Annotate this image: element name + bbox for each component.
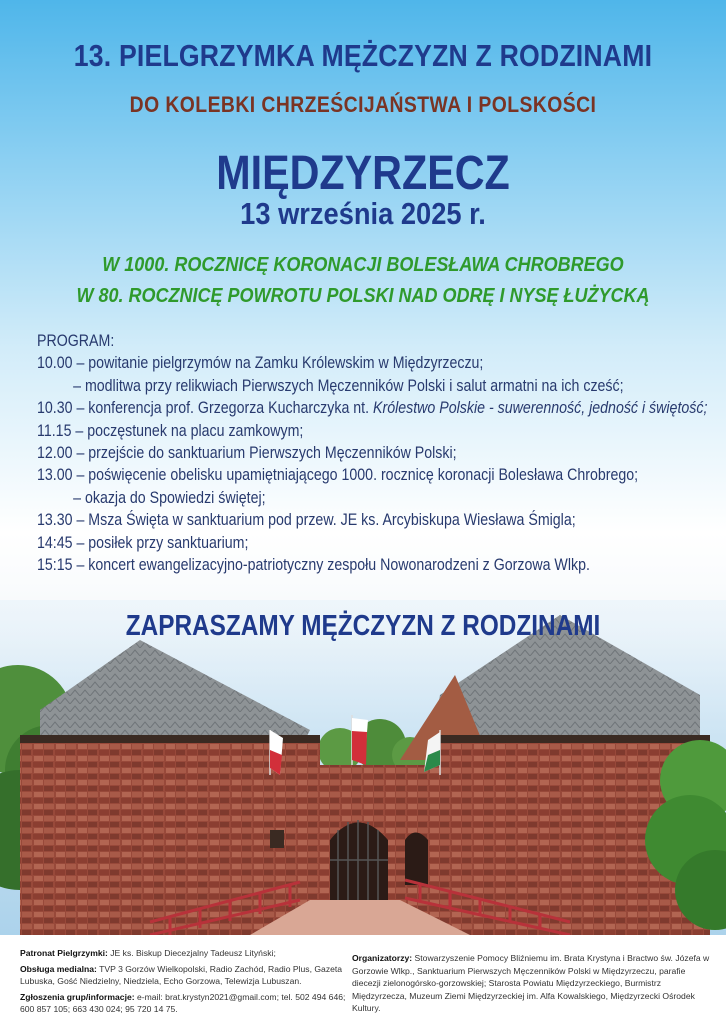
poster-subtitle: DO KOLEBKI CHRZEŚCIJAŃSTWA I POLSKOŚCI	[129, 92, 597, 117]
castle-illustration	[0, 600, 726, 935]
program-item	[37, 487, 630, 509]
lecture-title: Królestwo Polskie - suwerenność, jedność i świętość;	[373, 399, 708, 418]
anniversary-line: W 1000. ROCZNICĘ KORONACJI BOLESŁAWA CHROBREGO	[102, 254, 624, 276]
program-time: 15:15	[37, 556, 73, 575]
program-text: – przejście do sanktuarium Pierwszych Męczenników Polski;	[72, 444, 457, 463]
city-name: MIĘDZYRZECZ	[216, 147, 510, 200]
program-time: 11.15	[37, 421, 72, 440]
media-line: Obsługa medialna: TVP 3 Gorzów Wielkopolski, Radio Zachód, Radio Plus, Gazeta Lubuska, Gość Niedzielny, Niedziela, Echo Gorzowa, Telewizja Lubuszan.	[20, 963, 343, 987]
event-date: 13 września 2025 r.	[240, 196, 486, 231]
footer	[0, 935, 726, 1024]
program-item	[37, 532, 630, 554]
program-text: – konferencja prof. Grzegorza Kucharczyka nt.	[72, 399, 374, 418]
poster-title: 13. PIELGRZYMKA MĘŻCZYZN Z RODZINAMI	[73, 38, 653, 73]
patronat-line: Patronat Pielgrzymki: JE ks. Biskup Diecezjalny Tadeusz Lityński;	[20, 948, 276, 958]
program-item	[37, 375, 630, 397]
castle-window	[405, 833, 428, 886]
program-time: 14:45	[37, 533, 73, 552]
program-text: – powitanie pielgrzymów na Zamku Królewskim w Międzyrzeczu;	[72, 354, 484, 373]
program-time: 10.00	[37, 354, 73, 373]
contact-line: Zgłoszenia grup/informacje: e-mail: brat.krystyn2021@gmail.com; tel. 502 494 646; 600 857 105; 663 430 024; 95 720 14 75.	[20, 991, 346, 1015]
footer-right	[352, 952, 712, 1018]
organizers-line: Organizatorzy: Stowarzyszenie Pomocy Bliźniemu im. Brata Krystyna i Bractwo św. Józefa w Gorzowie Wlkp., Sanktuarium Pierwszych Męczenników Polski w Międzyrzeczu, parafie diecezji zielonogórsko-gorzowskiej; Starosta Powiatu Międzyrzeckiego, Burmistrz Międzyrzecza, Muzeum Ziemi Międzyrzeckiej im. Alfa Kowalskiego, Międzyrzecki Ośrodek Kultury.	[352, 953, 710, 1014]
program-text: – poświęcenie obelisku upamiętniającego 1000. rocznicę koronacji Bolesława Chrobrego;	[72, 466, 639, 485]
footer-left	[20, 947, 355, 1019]
program-text: – posiłek przy sanktuarium;	[72, 533, 249, 552]
program-time: 10.30	[37, 399, 73, 418]
program-item	[37, 352, 630, 374]
program-item	[37, 397, 708, 419]
program-item	[37, 420, 630, 442]
program-heading: PROGRAM:	[37, 332, 115, 350]
program-item	[37, 464, 639, 486]
program-text: – koncert ewangelizacyjno-patriotyczny zespołu Nowonarodzeni z Gorzowa Wlkp.	[72, 556, 590, 575]
invitation-text: ZAPRASZAMY MĘŻCZYZN Z RODZINAMI	[125, 610, 601, 642]
program-text: – okazja do Spowiedzi świętej;	[73, 488, 266, 507]
anniversary-line: W 80. ROCZNICĘ POWROTU POLSKI NAD ODRĘ I NYSĘ ŁUŻYCKĄ	[76, 285, 650, 307]
program-text: – Msza Święta w sanktuarium pod przew. JE ks. Arcybiskupa Wiesława Śmigla;	[72, 511, 576, 530]
program-text: – modlitwa przy relikwiach Pierwszych Męczenników Polski i salut armatni na ich cześć;	[73, 376, 624, 395]
program-item	[37, 509, 630, 531]
program-item	[37, 442, 630, 464]
program-time: 12.00	[37, 444, 73, 463]
program-time: 13.00	[37, 466, 73, 485]
program-text: – poczęstunek na placu zamkowym;	[71, 421, 304, 440]
flag-center	[352, 715, 368, 765]
program-section	[37, 330, 726, 576]
program-item	[37, 554, 630, 576]
program-time: 13.30	[37, 511, 73, 530]
